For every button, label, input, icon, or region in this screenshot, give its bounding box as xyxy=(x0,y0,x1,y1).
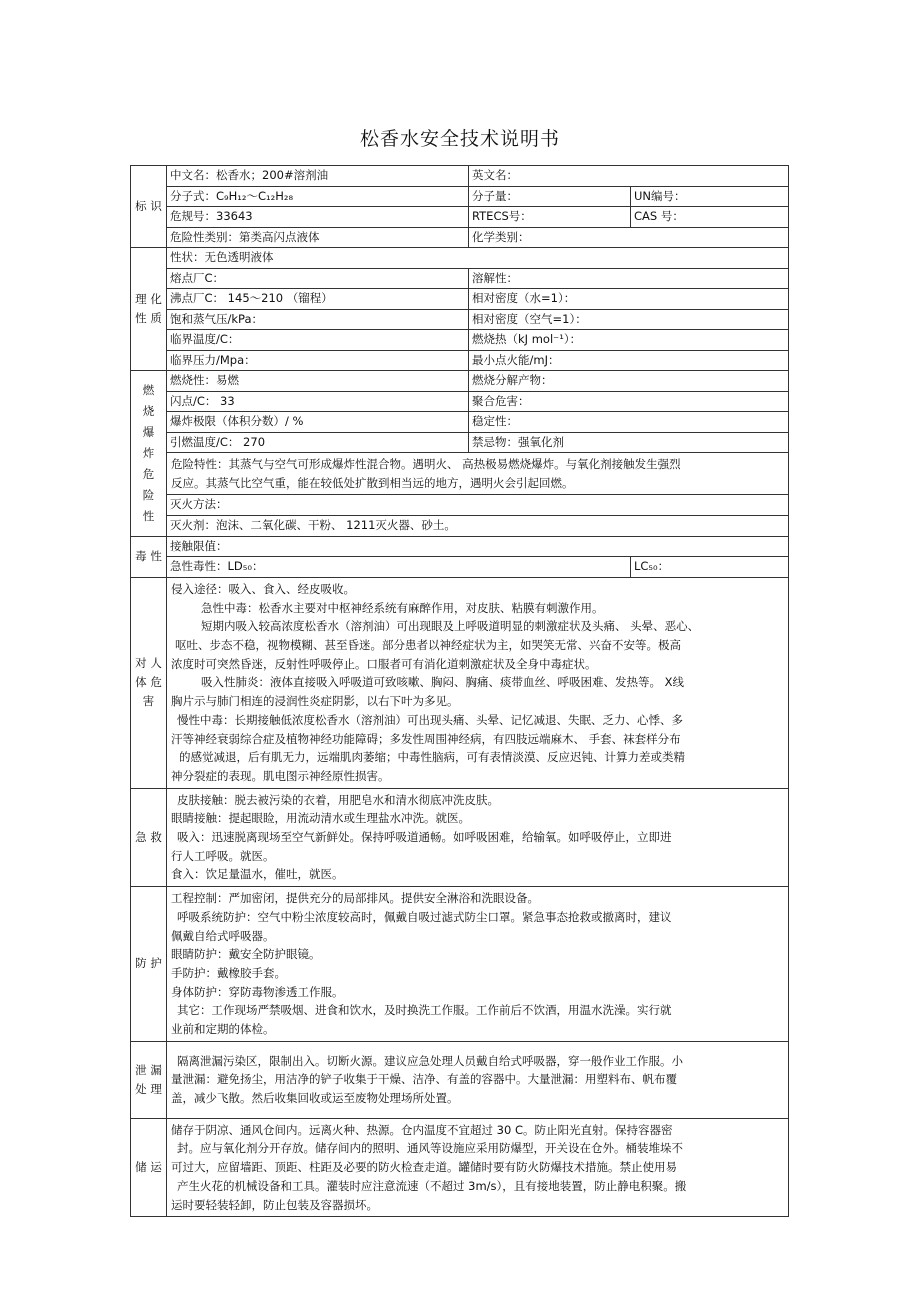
incompatible-materials: 禁忌物：强氧化剂 xyxy=(469,432,789,453)
page-title: 松香水安全技术说明书 xyxy=(359,128,560,150)
flash-point: 闪点/C： 33 xyxy=(167,391,469,412)
ignition-temp: 引燃温度/C： 270 xyxy=(167,432,469,453)
section-storage: 储 运 xyxy=(131,1118,167,1217)
stability: 稳定性： xyxy=(469,412,789,433)
section-fire: 燃 烧 爆 炸 危 险 性 xyxy=(131,371,167,537)
vapor-pressure: 饱和蒸气压/kPa： xyxy=(167,309,469,330)
section-toxicity: 毒 性 xyxy=(131,536,167,577)
boiling-point: 沸点厂C： 145～210 （镏程） xyxy=(167,289,469,310)
rel-density-air: 相对密度（空气=1）： xyxy=(469,309,789,330)
acute-ld50: 急性毒性：LD₅₀： xyxy=(167,557,631,578)
section-identity: 标 识 xyxy=(131,166,167,248)
health-hazards: 侵入途径：吸入、食入、经皮吸收。 急性中毒：松香水主要对中枢神经系统有麻醉作用，对皮肤、粘膜有刺激作用。 短期内吸入较高浓度松香水（溶剂油）可出现眼及上呼吸道明显的刺激症状及头痛、 头晕、恶心、 呕吐、步态不稳，视物模糊、甚至昏迷。部分患者以神经症状为主，如哭笑无常、兴奋不安等。极高 浓度时可突然昏迷，反射性呼吸停止。口服者可有消化道刺激症状及全身中毒症状。 吸入性肺炎：液体直接吸入呼吸道可致咳嗽、胸闷、胸痛、痰带血丝、呼吸困难、发热等。 X线 胸片示与肺门相连的浸润性炎症阴影，以右下叶为多见。 慢性中毒：长期接触低浓度松香水（溶剂油）可出现头痛、头晕、记忆减退、失眠、乏力、心悸、多 汗等神经衰弱综合症及植物神经功能障碍；多发性周围神经病，有四肢远端麻木、 手套、袜套样分布 的感觉减退，后有肌无力，远端肌肉萎缩；中毒性脑病，可有表情淡漠、反应迟钝、计算力差或类精 神分裂症的表现。肌电图示神经原性损害。 xyxy=(167,577,789,788)
protection-measures: 工程控制：严加密闭，提供充分的局部排风。提供安全淋浴和洗眼设备。 呼吸系统防护：空气中粉尘浓度较高时，佩戴自吸过滤式防尘口罩。紧急事态抢救或撤离时，建议 佩戴自给式呼吸器。 眼睛防护：戴安全防护眼镜。 手防护：戴橡胶手套。 身体防护：穿防毒物渗透工作服。 其它：工作现场严禁吸烟、进食和饮水，及时换洗工作服。工作前后不饮酒，用温水洗澡。实行就 业前和定期的体检。 xyxy=(167,887,789,1042)
hazard-no: 危规号：33643 xyxy=(167,207,469,228)
msds-table xyxy=(130,165,789,1217)
formula: 分子式：C₉H₁₂～C₁₂H₂₈ xyxy=(167,186,469,207)
acute-lc50: LC₅₀： xyxy=(631,557,789,578)
section-first-aid: 急 救 xyxy=(131,788,167,887)
rel-density-water: 相对密度（水=1）： xyxy=(469,289,789,310)
section-health: 对 人 体 危 害 xyxy=(131,577,167,788)
un-no: UN编号： xyxy=(631,186,789,207)
chem-class: 化学类别： xyxy=(469,227,789,248)
min-ignition-energy: 最小点火能/mJ： xyxy=(469,350,789,371)
extinguish-method: 灭火方法： xyxy=(167,495,789,516)
section-physical: 理 化 性 质 xyxy=(131,248,167,371)
critical-temp: 临界温度/C： xyxy=(167,330,469,351)
section-leak: 泄 漏 处 理 xyxy=(131,1041,167,1118)
decomposition-products: 燃烧分解产物： xyxy=(469,371,789,392)
en-name: 英文名： xyxy=(469,166,789,187)
extinguish-agents: 灭火剂：泡沫、二氧化碳、干粉、 1211灭火器、砂土。 xyxy=(167,515,789,536)
first-aid-measures: 皮肤接触：脱去被污染的衣着，用肥皂水和清水彻底冲洗皮肤。 眼睛接触：提起眼睑，用流动清水或生理盐水冲洗。就医。 吸入：迅速脱离现场至空气新鲜处。保持呼吸道通畅。如呼吸困难，给输氧。如呼吸停止，立即进 行人工呼吸。就医。 食入：饮足量温水，催吐，就医。 xyxy=(167,788,789,887)
cas: CAS 号： xyxy=(631,207,789,228)
melting-point: 熔点厂C： xyxy=(167,268,469,289)
appearance: 性状：无色透明液体 xyxy=(167,248,789,269)
flammability: 燃烧性：易燃 xyxy=(167,371,469,392)
cn-name: 中文名：松香水；200#溶剂油 xyxy=(167,166,469,187)
hazard-characteristics: 危险特性：其蒸气与空气可形成爆炸性混合物。遇明火、 高热极易燃烧爆炸。与氧化剂接触发生强烈 反应。其蒸气比空气重，能在较低处扩散到相当远的地方，遇明火会引起回燃。 xyxy=(167,453,789,495)
polymerization-hazard: 聚合危害： xyxy=(469,391,789,412)
leak-handling: 隔离泄漏污染区，限制出入。切断火源。建议应急处理人员戴自给式呼吸器，穿一般作业工作服。小 量泄漏：避免扬尘，用洁净的铲子收集于干燥、洁净、有盖的容器中。大量泄漏：用塑料布、帆布覆 盖，减少飞散。然后收集回收或运至废物处理场所处置。 xyxy=(167,1041,789,1118)
critical-pressure: 临界压力/Mpa： xyxy=(167,350,469,371)
heat-combustion: 燃烧热（kJ mol⁻¹）： xyxy=(469,330,789,351)
exposure-limit: 接触限值： xyxy=(167,536,789,557)
category: 危险性类别：第类高闪点液体 xyxy=(167,227,469,248)
solubility: 溶解性： xyxy=(469,268,789,289)
rtecs: RTECS号： xyxy=(469,207,631,228)
mol-weight: 分子量： xyxy=(469,186,631,207)
section-protection: 防 护 xyxy=(131,887,167,1042)
storage-transport: 储存于阴凉、通风仓间内。远离火种、热源。仓内温度不宜超过 30 C。防止阳光直射。保持容器密 封。应与氧化剂分开存放。储存间内的照明、通风等设施应采用防爆型，开关设在仓外。桶装堆垛不 可过大，应留墙距、顶距、柱距及必要的防火检查走道。罐储时要有防火防爆技术措施。禁止使用易 产生火花的机械设备和工具。灌装时应注意流速（不超过 3m/s），且有接地装置，防止静电积聚。搬 运时要轻装轻卸，防止包装及容器损坏。 xyxy=(167,1118,789,1217)
explosive-limits: 爆炸极限（体积分数）/ % xyxy=(167,412,469,433)
